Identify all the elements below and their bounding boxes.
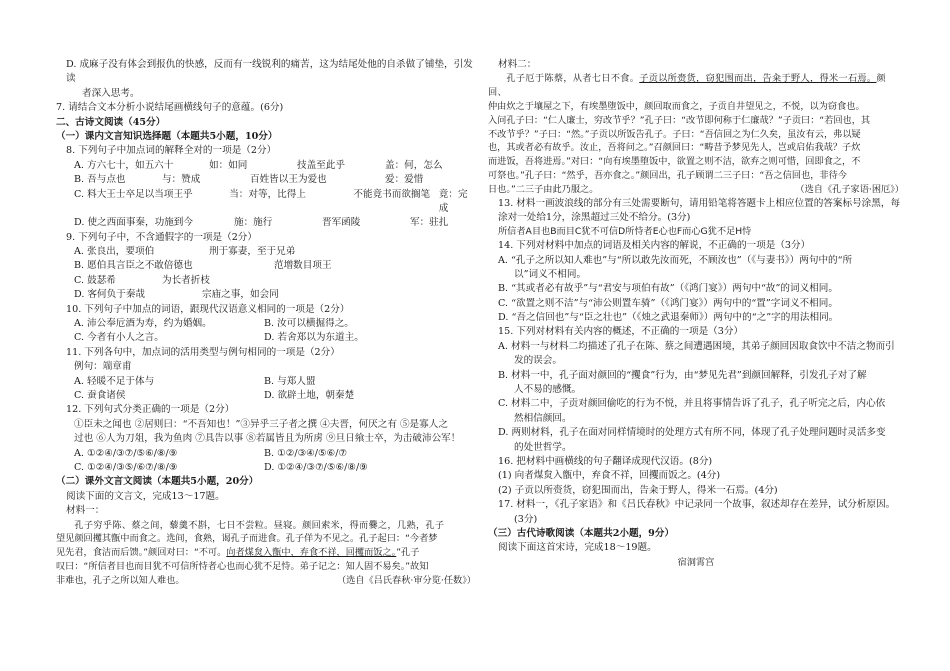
material-1-source: （选自《吕氏春秋·审分览·任数》） xyxy=(336,574,476,586)
q14-option-d: D. “吾之信回也”与“臣之壮也”（《烛之武退秦师》）两句中的“之”字的用法相同。 xyxy=(498,312,839,324)
q14-option-a-line1: A. “孔子之所以知人难也”与“所以敢先汝而死，不顾汝也”（《与妻书》）两句中的“所 xyxy=(498,254,853,266)
q15-option-a-line1: A. 材料一与材料二均描述了孔子在陈、蔡之间遭遇困境，其弟子颜回因取食饮中不洁之物而引 xyxy=(498,340,895,352)
q6-option-d-line2: 者深入思考。 xyxy=(82,87,140,99)
q11: 11. 下列各句中，加点词的活用类型与例句相同的一项是（2分） xyxy=(66,346,340,358)
material-1-passage: 孔子穷乎陈、蔡之间，藜羹不斟，七日不尝粒。昼寝。颜回索米，得而爨之，几熟，孔子 望见颜回攫其甑中而食之。选间，食熟，谒孔子而进食。孔子佯为不见之。孔子起曰：“今者梦 见先君，食洁而后馈。”颜回对曰：“不可。向者煤炱入甑中，弃食不祥，回攫而饭之。”孔子 叹曰：“所信者目也而目犹不可信所恃者心也而心犹不足恃。弟子记之：知人固不易矣。”故知 非难也，孔子之所以知人难也。 （选自《吕氏春秋·审分览·任数》） xyxy=(56,519,476,586)
q8-option-b: B. 吾与点也 与：赞成 百姓皆以王为爱也 爱：爱惜 xyxy=(74,174,424,186)
q14: 14. 下列对材料中加点的词语及相关内容的解说，不正确的一项是（3分） xyxy=(498,240,811,252)
material-1-title: 材料一： xyxy=(66,505,105,517)
q7: 7. 请结合文本分析小说结尾画横线句子的意蕴。(6分) xyxy=(56,102,284,114)
q15-option-b-line1: B. 材料一中，孔子面对颜回的“攫食”行为，由“梦见先君”到颜回解释，引发孔子对了解 xyxy=(498,369,867,381)
q15-option-b-line2: 人不易的感慨。 xyxy=(514,384,582,396)
q9-option-b: B. 愿伯具言臣之不敢倍德也 范增数目项王 xyxy=(74,260,332,272)
q15-option-d-line1: D. 两则材料，孔子在面对同样情境时的处理方式有所不同，体现了孔子处理问题时灵活多变 xyxy=(498,427,886,439)
q8-option-a: A. 方六七十，如五六十 如：如同 技盖至此乎 盖：何，怎么 xyxy=(74,159,443,171)
right-column xyxy=(488,58,904,570)
q13-line2: 涂对一处给1分，涂黑超过三处不给分。(3分) xyxy=(498,211,691,223)
q15-option-c-line2: 然相信颜回。 xyxy=(514,412,572,424)
q17-line2: (3分) xyxy=(514,513,538,525)
q12-sentences-line2: 过也 ⑥人为刀俎，我为鱼肉 ⑦具告以事 ⑧若属皆且为所虏 ⑨旦日飨士卒，为击破沛公军！ xyxy=(74,433,461,445)
left-column xyxy=(56,58,476,587)
poem-title: 宿洞霄宫 xyxy=(677,556,715,568)
subsection-1-heading: （一）课内文言知识选择题（本题共5小题，10分） xyxy=(56,130,278,142)
q9-option-d: D. 客何负于秦哉 宗庙之事，如会同 xyxy=(74,289,279,301)
q8: 8. 下列句子中加点词的解释全对的一项是（2分） xyxy=(66,145,277,157)
q9-option-c: C. 鼓瑟希 为长者折枝 xyxy=(74,274,210,286)
material-2-source: （选自《孔子家语·困厄》） xyxy=(795,183,904,195)
q15-option-d-line2: 的处世哲学。 xyxy=(514,441,572,453)
q9-option-a: A. 张良出，要项伯 刑于寡妻，至于兄弟 xyxy=(74,246,296,258)
q14-option-a-line2: 以”词义不相同。 xyxy=(514,268,587,280)
q11-options-ab: A. 轻暖不足于体与 B. 与郑人盟 xyxy=(74,375,316,387)
q13-answer-slots: 所信者A目也B而目C犹不可信D所恃者E心也F而心G犹不足H恃 xyxy=(498,226,752,238)
q15: 15. 下列对材料有关内容的概述，不正确的一项是（3分） xyxy=(498,326,744,338)
q12: 12. 下列句式分类正确的一项是（2分） xyxy=(66,404,235,416)
passage-intro: 阅读下面的文言文，完成13～17题。 xyxy=(66,490,225,502)
material-2-passage: 孔子厄于陈蔡，从者七日不食。子贡以所赍货，窃犯围而出，告籴于野人，得米一石焉。颜回、 仲由炊之于壤屋之下，有埃墨堕饭中，颜回取而食之，子贡自井望见之，不悦，以为窃食也。 入问孔子曰：“仁人廉士，穷改节乎？”孔子曰：“改节即何称于仁廉哉？”子贡曰：“若回也，其 不改节乎？”子曰：“然。”子贡以所饭告孔子。子曰：“吾信回之为仁久矣，虽汝有云，弗以疑 也，其或者必有故乎。汝止，吾将问之。”召颜回曰：“畴昔予梦见先人，岂或启佑我哉？子炊 而进饭，吾将进焉。”对曰：“向有埃墨堕饭中，欲置之则不洁，欲弃之则可惜，回即食之，不 可祭也。”孔子曰：“然乎，吾亦食之。”颜回出，孔子顾谓二三子曰：“吾之信回也，非待今 日也。”二三子由此乃服之。 （选自《孔子家语·困厄》） xyxy=(488,73,904,195)
q8-option-c: C. 料大王士卒足以当项王乎 当：对等，比得上 不能竟书而欲搁笔 竟：完成 xyxy=(74,188,468,214)
q10-options-ab: A. 沛公奉卮酒为寿，约为婚姻。 B. 汝可以横掘得之。 xyxy=(74,318,354,330)
section-2-heading: 二、古诗文阅读（45分） xyxy=(56,116,166,128)
subsection-3-heading: （三）古代诗歌阅读（本题共2小题，9分） xyxy=(488,527,675,539)
q14-option-b: B. “其或者必有故乎”与“君安与项伯有故”（《鸿门宴》）两句中“故”的词义相同。 xyxy=(498,283,838,295)
material-2-title: 材料二： xyxy=(498,59,537,70)
q10: 10. 下列句子中加点的词语，跟现代汉语意义相同的一项是（2分） xyxy=(66,303,350,315)
q9: 9. 下列句子中，不含通假字的一项是（2分） xyxy=(66,231,257,243)
q13-line1: 13. 材料一画波浪线的部分有三处需要断句，请用铅笔将答题卡上相应位置的答案标号涂黑，每 xyxy=(498,197,901,209)
q11-example: 例句：端章甫 xyxy=(74,361,132,373)
q16: 16. 把材料中画横线的句子翻译成现代汉语。(8分) xyxy=(498,456,713,467)
q17-line1: 17. 材料一，《孔子家语》和《吕氏春秋》中记录同一个故事，叙述却存在差异，试分析原因。 xyxy=(498,499,896,511)
q6-option-d-line1: D. 成麻子没有体会到报仇的快感，反而有一线锐利的痛苦，这为结尾处他的自杀做了铺垫，引发读 xyxy=(66,59,473,85)
q12-options-ab: A. ①②④/③⑦/⑤⑥/⑧/⑨ B. ①②/③④/⑤⑥/⑦ xyxy=(74,447,348,459)
q14-option-c: C. “欲置之则不洁”与“沛公则置车骑”（《鸿门宴》）两句中的“置”字词义不相同。 xyxy=(498,297,838,309)
q16-part-1: (1) 向者煤炱入甑中，弃食不祥，回攫而饭之。(4分) xyxy=(498,470,721,482)
q15-option-a-line2: 发的误会。 xyxy=(514,355,562,367)
q18-intro: 阅读下面这首宋诗，完成18～19题。 xyxy=(498,542,657,554)
subsection-2-heading: （二）课外文言文阅读（本题共5小题，20分） xyxy=(56,476,259,488)
q16-part-2: (2) 子贡以所赍货，窃犯围而出，告籴于野人，得米一石焉。(4分) xyxy=(498,484,778,496)
q8-option-d: D. 使之西面事秦，功施到今 施：施行 晋军函陵 军：驻扎 xyxy=(74,217,449,229)
q15-option-c-line1: C. 材料二中，子贡对颜回偷吃的行为不悦，并且将事情告诉了孔子，孔子听完之后，内心依 xyxy=(498,398,886,410)
q12-options-cd: C. ①②④/③⑤/⑥⑦/⑧/⑨ D. ①②④/③⑦/⑤⑥/⑧/⑨ xyxy=(74,461,368,473)
q10-options-cd: C. 今者有小人之言。 D. 若舍郑以为东道主。 xyxy=(74,332,364,344)
underlined-sentence-2: 子贡以所赍货，窃犯围而出，告籴于野人，得米一石焉。 xyxy=(639,73,877,85)
underlined-sentence-1: 向者煤炱入甑中，弃食不祥，回攫而饭之。 xyxy=(226,547,397,559)
q11-options-cd: C. 蚕食诸侯 D. 欲辟土地，朝秦楚 xyxy=(74,389,355,401)
q12-sentences-line1: ①臣未之闻也 ②居则曰：“不吾知也！”③异乎三子者之撰 ④夫晋，何厌之有 ⑤是寡人之 xyxy=(74,418,448,430)
